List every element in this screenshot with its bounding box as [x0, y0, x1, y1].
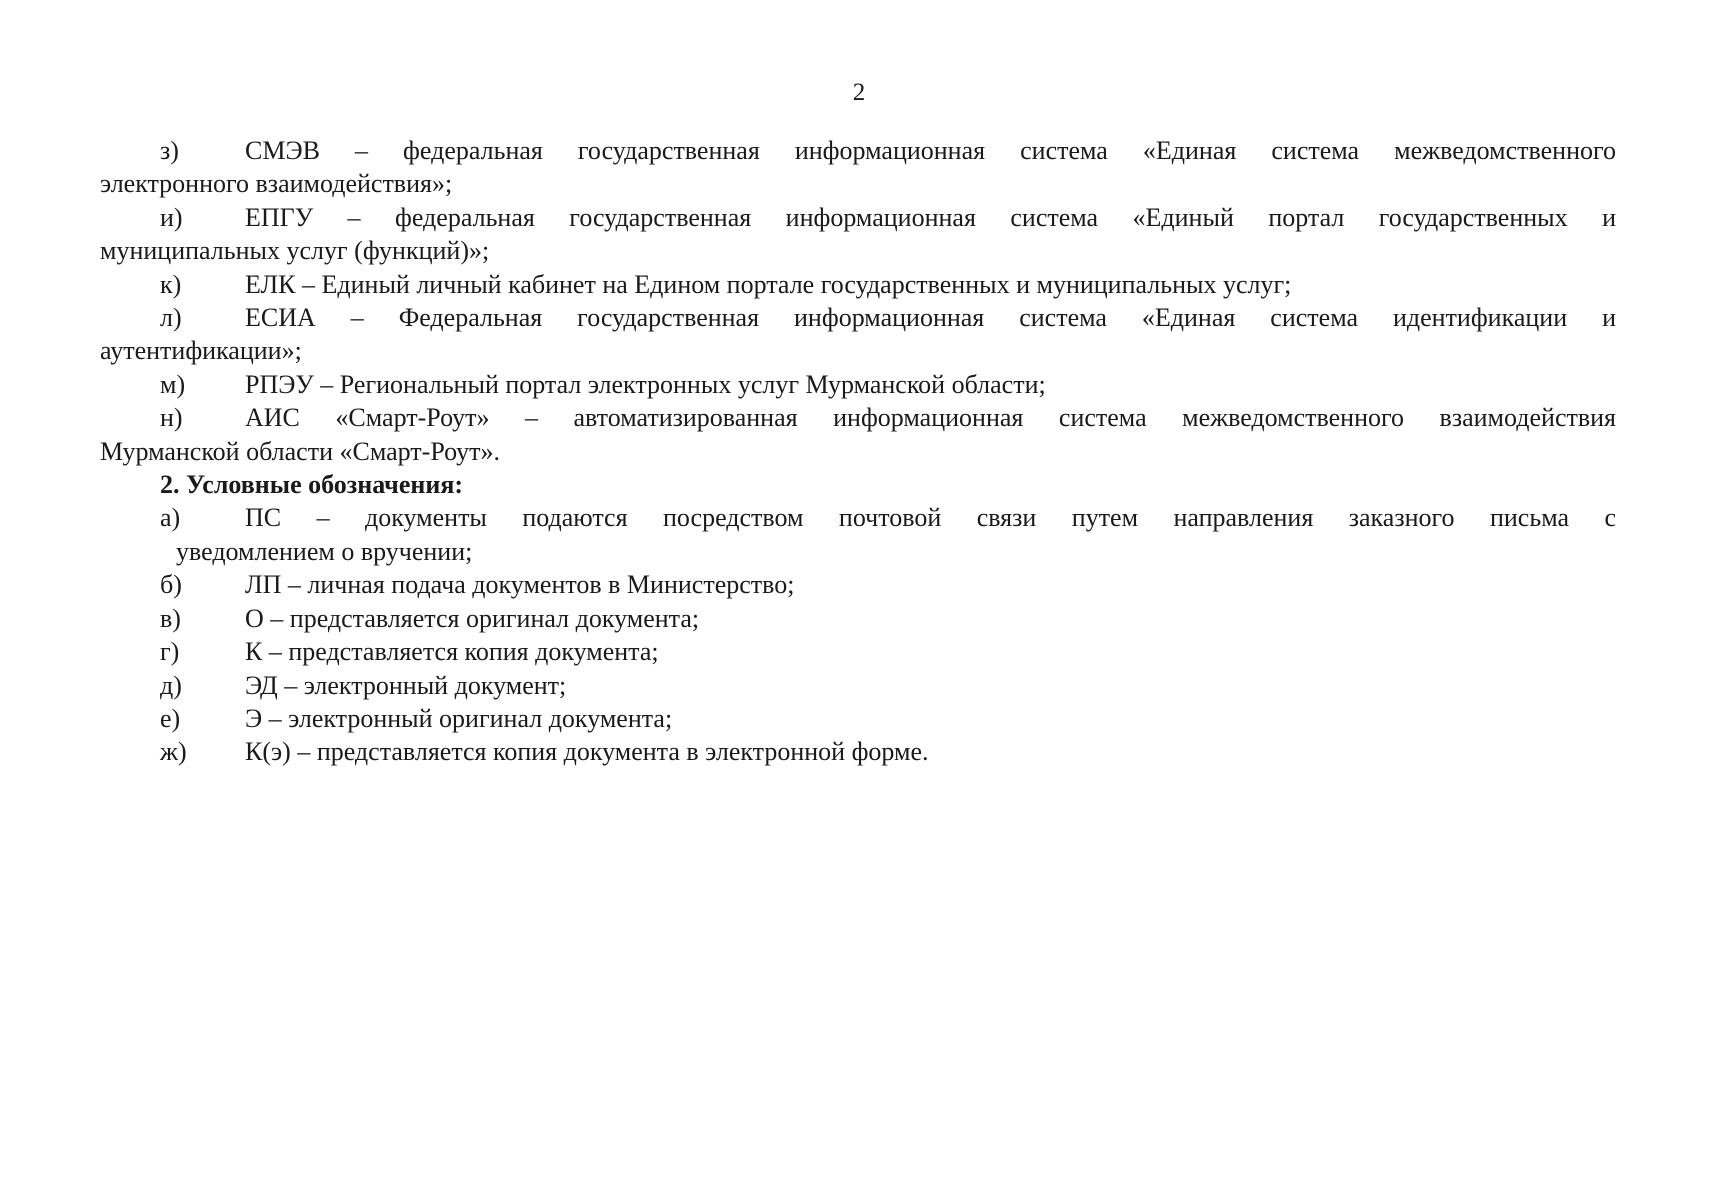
item-letter: н) — [160, 403, 183, 433]
item-letter: в) — [160, 603, 181, 633]
legend-item — [100, 735, 1616, 768]
item-text: ЕСИА – Федеральная государственная информационная система «Единая система идентификации и — [245, 303, 1616, 333]
item-text: РПЭУ – Региональный портал электронных услуг Мурманской области; — [245, 369, 1046, 399]
item-text: ЛП – личная подача документов в Министерство; — [245, 570, 795, 600]
item-text: СМЭВ – федеральная государственная информационная система «Единая система межведомственного — [245, 136, 1616, 165]
legend-item — [100, 635, 1616, 668]
item-continuation: Мурманской области «Смарт-Роут». — [100, 436, 501, 466]
item-text: О – представляется оригинал документа; — [245, 603, 700, 633]
item-letter: б) — [160, 570, 182, 600]
item-text: ЕЛК – Единый личный кабинет на Едином портале государственных и муниципальных услуг; — [245, 269, 1292, 299]
item-letter: л) — [160, 303, 182, 333]
item-text: ЕПГУ – федеральная государственная информационная система «Единый портал государственных и — [245, 202, 1616, 232]
item-text: К(э) – представляется копия документа в электронной форме. — [245, 737, 929, 767]
legend-item — [100, 568, 1616, 601]
item-letter: е) — [160, 703, 181, 733]
definition-item — [100, 134, 1616, 167]
item-letter: а) — [160, 503, 181, 533]
item-letter: и) — [160, 202, 183, 232]
definition-item — [100, 301, 1616, 334]
item-letter: д) — [160, 670, 182, 700]
item-text: АИС «Смарт-Роут» – автоматизированная информационная система межведомственного взаимодействия — [245, 403, 1616, 433]
definition-item — [100, 268, 1616, 301]
section-heading: 2. Условные обозначения: — [160, 470, 464, 500]
document-body — [100, 134, 1616, 769]
page-number: 2 — [852, 79, 866, 106]
item-letter: ж) — [160, 737, 187, 767]
item-letter: к) — [160, 269, 182, 299]
item-text: К – представляется копия документа; — [245, 637, 659, 667]
legend-item — [100, 702, 1616, 735]
item-continuation: электронного взаимодействия»; — [100, 169, 453, 199]
item-continuation: уведомлением о вручении; — [176, 536, 473, 566]
legend-item — [100, 602, 1616, 635]
item-letter: м) — [160, 369, 186, 399]
item-text: ЭД – электронный документ; — [245, 670, 567, 700]
definition-item — [100, 201, 1616, 234]
definition-item — [100, 368, 1616, 401]
item-continuation: аутентификации»; — [100, 336, 302, 366]
legend-item — [100, 669, 1616, 702]
legend-item — [100, 501, 1616, 534]
item-letter: з) — [160, 136, 179, 165]
item-text: Э – электронный оригинал документа; — [245, 703, 673, 733]
definition-item — [100, 401, 1616, 434]
item-letter: г) — [160, 637, 180, 667]
item-text: ПС – документы подаются посредством почтовой связи путем направления заказного письма с — [245, 503, 1616, 533]
item-continuation: муниципальных услуг (функций)»; — [100, 236, 490, 266]
